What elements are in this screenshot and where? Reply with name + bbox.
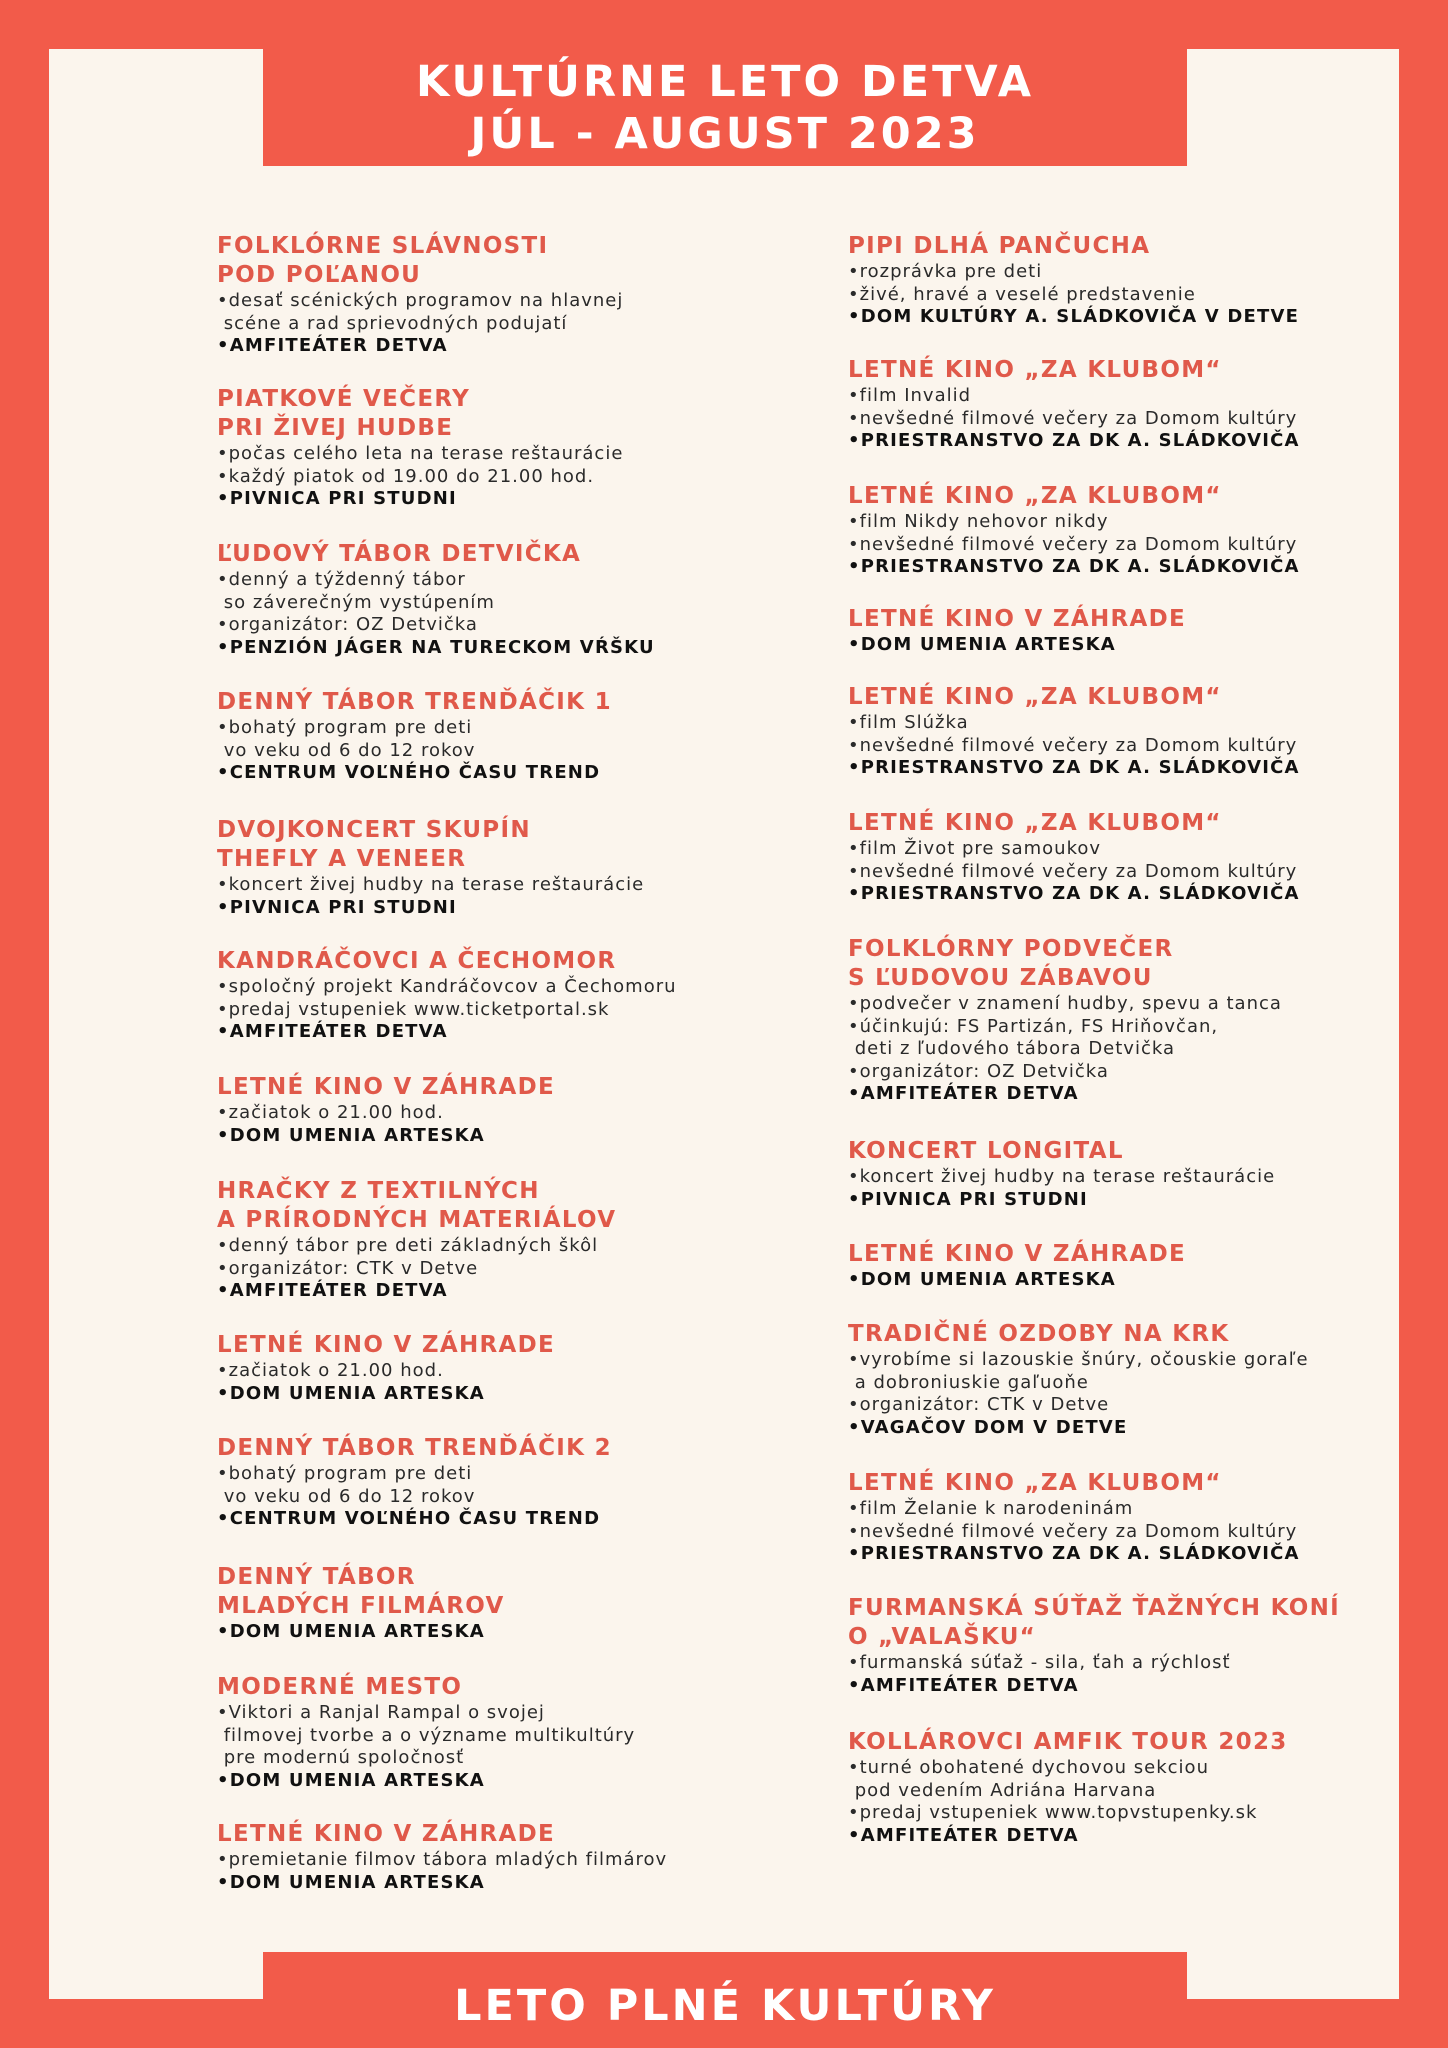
event-title-line: DVOJKONCERT SKUPÍN [217,817,531,843]
event-body [848,356,1300,453]
event-location: •DOM UMENIA ARTESKA [217,1382,485,1404]
event-location: •VAGAČOV DOM V DETVE [848,1416,1128,1438]
event-details [217,874,644,897]
event-detail-line: •spoločný projekt Kandráčovcov a Čechomoru [217,976,677,997]
event-details [848,1166,1275,1189]
event-title [848,1728,1288,1757]
event-title-line: FOLKLÓRNE SLÁVNOSTI [217,233,549,259]
event-title-line: ĽUDOVÝ TÁBOR DETVIČKA [217,541,582,567]
event-detail-line: •počas celého leta na terase reštaurácie [217,443,624,464]
event-location: •PRIESTRANSTVO ZA DK A. SLÁDKOVIČA [848,883,1300,904]
event-details [848,1349,1309,1417]
event-body [848,683,1300,780]
event-detail-line: •film Invalid [848,385,972,406]
event-location: •DOM UMENIA ARTESKA [217,1621,485,1642]
event-detail-line: •bohatý program pre deti [217,717,473,738]
event-title [848,482,1300,511]
event-detail-line: •film Slúžka [848,712,969,733]
event-title-line: LETNÉ KINO „ZA KLUBOM“ [848,810,1222,836]
event-body [848,482,1300,579]
event-title [848,1594,1340,1652]
event-location: •PIVNICA PRI STUDNI [848,1188,1088,1210]
event-body [217,688,612,785]
event-body [217,1177,616,1303]
event-details [848,385,1300,430]
event-title-line: MLADÝCH FILMÁROV [217,1593,505,1619]
event-detail-line: •koncert živej hudby na terase reštaurácie [848,1166,1276,1187]
event-title [217,1073,555,1102]
event-details [848,1498,1300,1543]
event-detail-line: •nevšedné filmové večery za Domom kultúry [848,407,1298,429]
event-detail-line: •účinkujú: FS Partizán, FS Hriňovčan, [848,1015,1219,1037]
event-detail-line: •podvečer v znamení hudby, spevu a tanca [848,993,1282,1014]
event-title-line: FURMANSKÁ SÚŤAŽ ŤAŽNÝCH KONÍ [848,1595,1341,1621]
event-detail-line: •rozprávka pre deti [848,261,1043,282]
event-title-line: KANDRÁČOVCI A ČECHOMOR [217,948,617,974]
event-detail-line: •bohatý program pre deti [217,1463,473,1484]
event-body [848,605,1186,657]
event-detail-line: •furmanská súťaž - sila, ťah a rýchlosť [848,1652,1231,1673]
footer-banner [263,1952,1187,2048]
event-title-line: LETNÉ KINO V ZÁHRADE [848,606,1187,632]
event-detail-line: •film Život pre samoukov [848,838,1102,859]
event-location: •DOM UMENIA ARTESKA [217,1769,485,1791]
event-title [217,688,612,717]
event-body [848,1320,1309,1439]
event-detail-line: a dobroniuskie gaľuoňe [848,1371,1089,1393]
event-title [217,1177,616,1235]
event-details [217,976,677,1021]
event-details [848,1757,1288,1825]
event-detail-line: •nevšedné filmové večery za Domom kultúry [848,860,1298,882]
event-title-line: KOLLÁROVCI AMFIK TOUR 2023 [848,1729,1288,1755]
event-body [848,935,1282,1106]
event-body [217,1073,555,1147]
event-details [848,1652,1340,1675]
event-title-line: O „VALAŠKU“ [848,1624,1037,1650]
event-title [217,1434,612,1463]
event-title-line: THEFLY A VENEER [217,846,467,872]
event-details [848,993,1282,1083]
event-detail-line: •koncert živej hudby na terase reštaurácie [217,874,645,895]
event-title-line: LETNÉ KINO V ZÁHRADE [848,1241,1187,1267]
event-detail-line: •živé, hravé a veselé predstavenie [848,283,1196,305]
event-title-line: POD POĽANOU [217,262,422,288]
event-title-line: MODERNÉ MESTO [217,1674,463,1700]
event-title [217,816,644,874]
event-detail-line: pre modernú spoločnosť [217,1747,465,1768]
event-location: •AMFITEÁTER DETVA [217,335,448,356]
event-detail-line: •nevšedné filmové večery za Domom kultúry [848,734,1298,756]
event-detail-line: filmovej tvorbe a o význame multikultúry [217,1724,636,1746]
event-title [217,1673,635,1702]
event-title-line: DENNÝ TÁBOR [217,1564,416,1590]
event-details [848,838,1300,883]
event-title-line: PIPI DLHÁ PANČUCHA [848,233,1151,259]
event-body [217,1434,612,1531]
event-location: •PRIESTRANSTVO ZA DK A. SLÁDKOVIČA [848,757,1300,778]
event-title [217,1331,555,1360]
event-details [848,261,1299,306]
event-location: •DOM UMENIA ARTESKA [848,1269,1116,1290]
event-detail-line: •začiatok o 21.00 hod. [217,1102,444,1123]
event-detail-line: •vyrobíme si lazouskie šnúry, očouskie goraľe [848,1349,1309,1370]
event-title [848,605,1186,634]
event-detail-line: •denný a týždenný tábor [217,569,466,590]
header-banner [263,49,1187,166]
event-title-line: LETNÉ KINO „ZA KLUBOM“ [848,1470,1222,1496]
event-title-line: KONCERT LONGITAL [848,1138,1124,1164]
event-detail-line: pod vedením Adriána Harvana [848,1779,1157,1801]
event-details [848,712,1300,757]
event-location: •AMFITEÁTER DETVA [848,1674,1079,1696]
event-title [848,356,1300,385]
event-title-line: S ĽUDOVOU ZÁBAVOU [848,965,1153,991]
event-title [217,1820,667,1849]
event-body [217,232,623,358]
event-details [217,1702,635,1770]
event-details [217,443,623,488]
event-location: •PENZIÓN JÁGER NA TURECKOM VŔŠKU [217,636,655,658]
event-detail-line: •predaj vstupeniek www.topvstupenky.sk [848,1802,1258,1823]
event-detail-line: so záverečným vystúpením [217,591,495,613]
event-detail-line: •nevšedné filmové večery za Domom kultúry [848,1520,1298,1542]
event-title-line: HRAČKY Z TEXTILNÝCH [217,1178,540,1204]
event-body [217,540,655,659]
event-title [848,1469,1300,1498]
event-location: •PRIESTRANSTVO ZA DK A. SLÁDKOVIČA [848,1543,1300,1564]
event-body [217,1673,635,1792]
event-details [217,1360,555,1383]
event-location: •DOM KULTÚRY A. SLÁDKOVIČA V DETVE [848,306,1300,327]
event-detail-line: vo veku od 6 do 12 rokov [217,1485,476,1507]
event-location: •DOM UMENIA ARTESKA [217,1871,485,1893]
event-body [217,1820,667,1894]
event-title [848,232,1299,261]
event-detail-line: •začiatok o 21.00 hod. [217,1360,444,1381]
event-detail-line: •každý piatok od 19.00 do 21.00 hod. [217,465,595,487]
event-detail-line: •organizátor: CTK v Detve [848,1394,1110,1415]
event-detail-line: deti z ľudového tábora Detvička [848,1038,1175,1059]
event-body [848,1137,1275,1211]
event-title-line: TRADIČNÉ OZDOBY NA KRK [848,1321,1230,1347]
event-details [217,1849,667,1872]
event-details [217,1235,616,1280]
event-title [217,947,677,976]
event-location: •AMFITEÁTER DETVA [217,1280,448,1301]
event-detail-line: •turné obohatené dychovou sekciou [848,1757,1209,1778]
event-body [848,1728,1288,1847]
event-title [217,540,655,569]
event-body [217,1563,505,1644]
poster-title: KULTÚRNE LETO DETVA [415,56,1035,107]
event-location: •DOM UMENIA ARTESKA [848,634,1116,655]
event-details [848,511,1300,556]
event-title-line: PRI ŽIVEJ HUDBE [217,415,454,441]
event-detail-line: •desať scénických programov na hlavnej [217,290,624,311]
event-location: •PRIESTRANSTVO ZA DK A. SLÁDKOVIČA [848,556,1300,577]
event-location: •PIVNICA PRI STUDNI [217,488,457,509]
event-body [848,809,1300,906]
event-detail-line: scéne a rad sprievodných podujatí [217,312,568,334]
event-title [217,1563,505,1621]
poster-subtitle: JÚL - AUGUST 2023 [470,108,980,159]
event-title-line: LETNÉ KINO V ZÁHRADE [217,1821,556,1847]
event-title-line: LETNÉ KINO „ZA KLUBOM“ [848,357,1222,383]
event-body [848,1469,1300,1566]
event-location: •CENTRUM VOĽNÉHO ČASU TREND [217,1508,601,1529]
event-location: •CENTRUM VOĽNÉHO ČASU TREND [217,762,601,783]
event-body [217,816,644,919]
event-details [217,1102,555,1125]
event-detail-line: •film Želanie k narodeninám [848,1498,1134,1519]
event-title [848,1137,1275,1166]
event-location: •AMFITEÁTER DETVA [848,1824,1079,1846]
event-title-line: DENNÝ TÁBOR TRENĎÁČIK 1 [217,689,612,715]
footer-tagline: LETO PLNÉ KULTÚRY [454,1981,996,2031]
event-body [217,1331,555,1405]
event-location: •DOM UMENIA ARTESKA [217,1124,485,1146]
event-detail-line: vo veku od 6 do 12 rokov [217,739,476,761]
event-title [217,232,623,290]
event-body [217,385,623,511]
event-location: •AMFITEÁTER DETVA [848,1083,1079,1104]
event-title-line: DENNÝ TÁBOR TRENĎÁČIK 2 [217,1435,612,1461]
event-title [217,385,623,443]
event-detail-line: •denný tábor pre deti základných škôl [217,1235,599,1256]
event-title [848,1240,1186,1269]
event-title [848,935,1282,993]
event-title-line: A PRÍRODNÝCH MATERIÁLOV [217,1207,617,1233]
event-body [848,1240,1186,1292]
event-detail-line: •nevšedné filmové večery za Domom kultúry [848,533,1298,555]
event-location: •PIVNICA PRI STUDNI [217,896,457,918]
event-title-line: LETNÉ KINO V ZÁHRADE [217,1332,556,1358]
event-detail-line: •organizátor: CTK v Detve [217,1257,479,1279]
event-detail-line: •organizátor: OZ Detvička [217,614,478,635]
event-title-line: FOLKLÓRNY PODVEČER [848,936,1174,962]
event-detail-line: •premietanie filmov tábora mladých filmárov [217,1849,668,1870]
event-location: •AMFITEÁTER DETVA [217,1021,448,1042]
event-title-line: PIATKOVÉ VEČERY [217,386,471,412]
event-title-line: LETNÉ KINO „ZA KLUBOM“ [848,483,1222,509]
event-title [848,1320,1309,1349]
event-body [848,1594,1340,1697]
event-body [848,232,1299,329]
event-details [217,717,612,762]
event-title [848,809,1300,838]
event-details [217,1463,612,1508]
event-title-line: LETNÉ KINO „ZA KLUBOM“ [848,684,1222,710]
event-detail-line: •Viktori a Ranjal Rampal o svojej [217,1702,545,1723]
event-title [848,683,1300,712]
event-details [217,290,623,335]
event-detail-line: •organizátor: OZ Detvička [848,1060,1109,1082]
event-title-line: LETNÉ KINO V ZÁHRADE [217,1074,556,1100]
event-location: •PRIESTRANSTVO ZA DK A. SLÁDKOVIČA [848,430,1300,451]
event-details [217,569,655,637]
event-detail-line: •predaj vstupeniek www.ticketportal.sk [217,998,610,1020]
event-detail-line: •film Nikdy nehovor nikdy [848,511,1109,532]
event-body [217,947,677,1044]
